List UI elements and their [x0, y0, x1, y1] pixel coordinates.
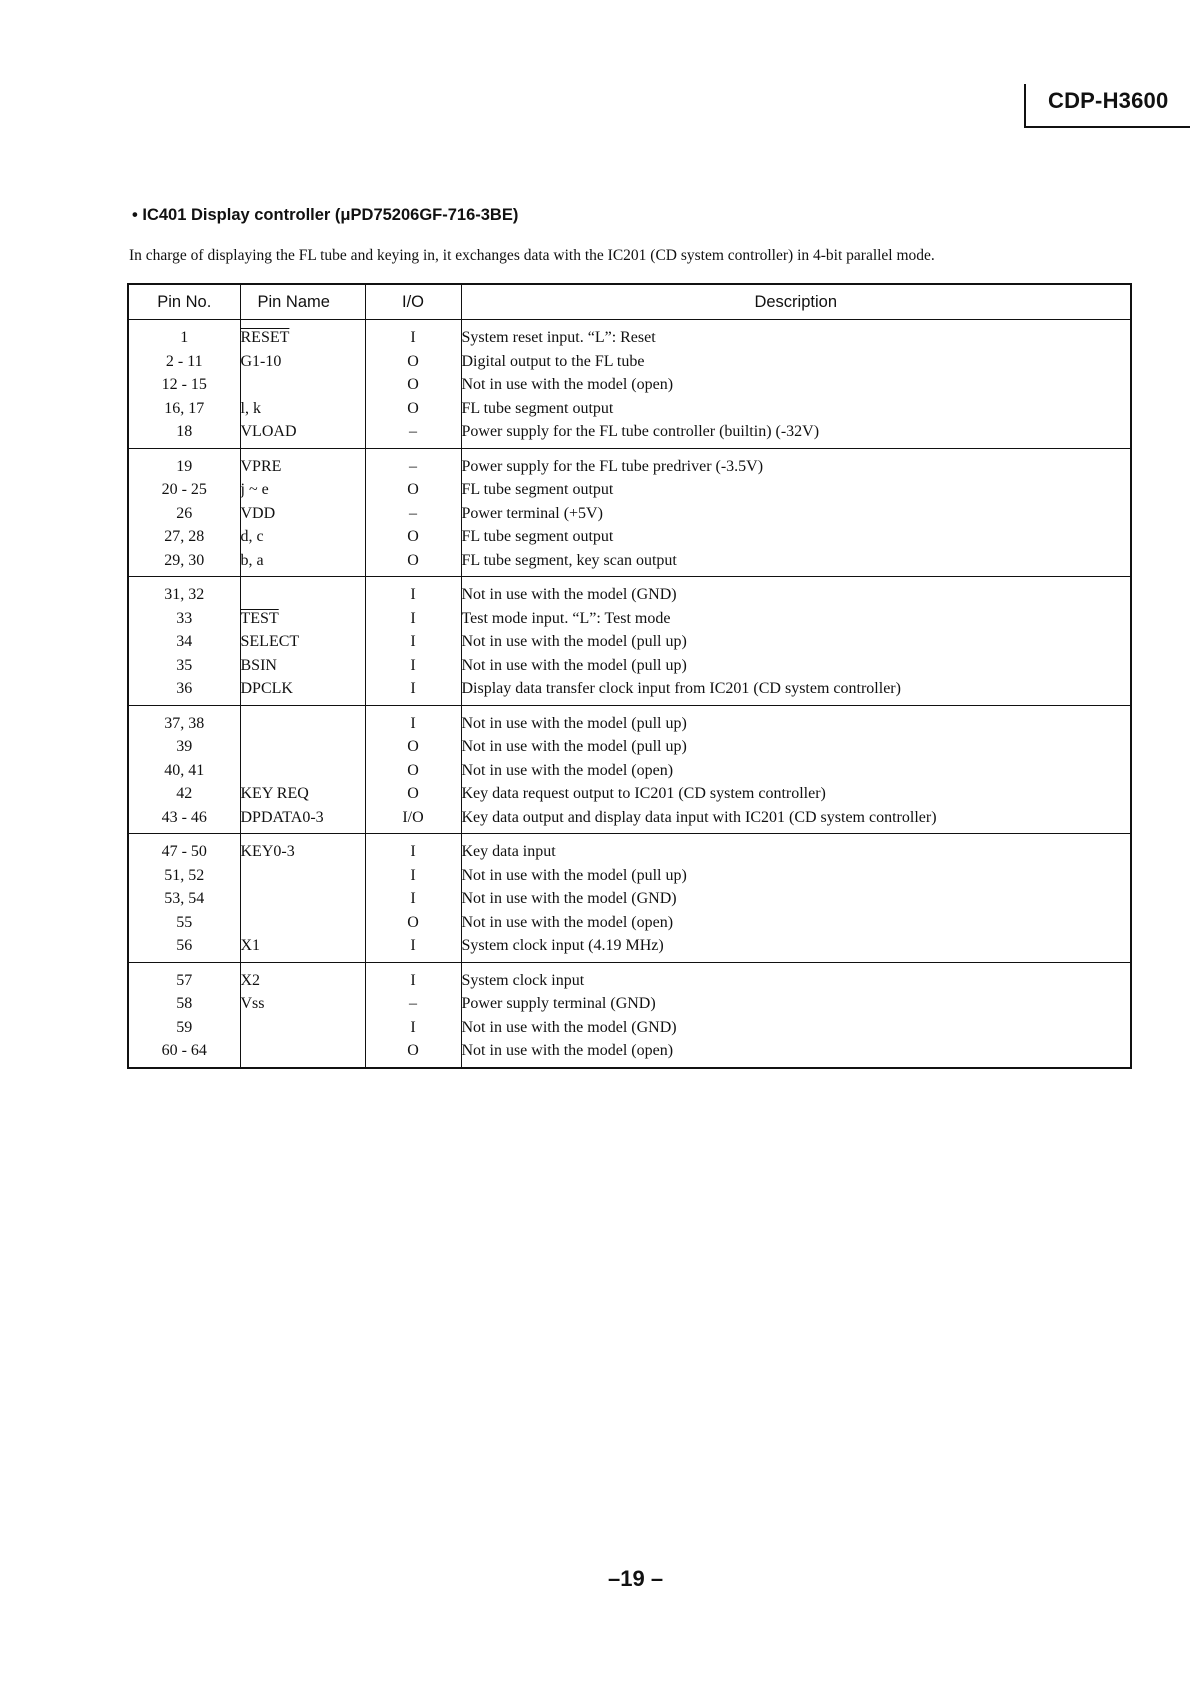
- pin-group: [128, 448, 1131, 577]
- pin-io: I: [410, 656, 416, 674]
- pin-name: G1-10: [240, 352, 282, 370]
- pin-name-cell: [240, 962, 365, 1068]
- pin-io: O: [407, 376, 419, 393]
- pin-io: I: [410, 843, 416, 860]
- page-number: –19 –: [608, 1566, 664, 1591]
- pin-io-cell: [365, 834, 461, 963]
- header-io: I/O: [365, 284, 461, 320]
- model-header: CDP-H3600: [1048, 88, 1169, 113]
- pin-number-cell: [128, 320, 240, 449]
- pin-table-header-row: [128, 284, 1131, 320]
- section-intro: In charge of displaying the FL tube and keying in, it exchanges data with the IC201 (CD system controller) in 4-bit parallel mode.: [129, 247, 935, 264]
- pin-io-cell: [365, 320, 461, 449]
- pin-description: Not in use with the model (GND): [461, 1018, 677, 1036]
- pin-io: I: [410, 890, 416, 907]
- pin-description-cell: [461, 834, 1131, 963]
- pin-name: VLOAD: [240, 423, 297, 440]
- pin-number: 20 - 25: [161, 481, 207, 498]
- pin-io: –: [409, 995, 417, 1012]
- pin-io: O: [407, 1042, 419, 1059]
- pin-description: Not in use with the model (open): [461, 376, 674, 393]
- pin-io: –: [409, 504, 417, 522]
- pin-name: [241, 911, 365, 935]
- pin-number: 34: [176, 633, 193, 650]
- pin-io: I: [410, 866, 416, 884]
- pin-name-cell: [240, 834, 365, 963]
- pin-description: Not in use with the model (GND): [461, 890, 677, 907]
- pin-description-cell: [461, 962, 1131, 1068]
- pin-description: Test mode input. “L”: Test mode: [461, 609, 671, 627]
- pin-io: O: [407, 352, 419, 370]
- pin-description-cell: [461, 705, 1131, 834]
- pin-description: Not in use with the model (pull up): [461, 866, 687, 884]
- pin-description: Power supply for the FL tube controller (builtin) (-32V): [461, 423, 820, 440]
- pin-name: KEY0-3: [240, 843, 295, 860]
- pin-name: [241, 887, 365, 911]
- pin-io: I/O: [402, 808, 424, 826]
- pin-name: d, c: [240, 528, 264, 545]
- pin-name: VPRE: [240, 457, 282, 475]
- pin-number: 33: [176, 609, 193, 627]
- pin-name: [241, 1039, 365, 1063]
- pin-number: 59: [176, 1018, 193, 1036]
- pin-name: DPDATA0-3: [240, 808, 324, 826]
- pin-number: 37, 38: [164, 714, 205, 732]
- pin-description: FL tube segment output: [461, 399, 614, 417]
- pin-name-cell: [240, 705, 365, 834]
- pin-name: X1: [240, 937, 261, 954]
- pin-description: Power supply for the FL tube predriver (-3.5V): [461, 457, 764, 475]
- header-pin-name: Pin Name: [240, 284, 365, 320]
- pin-name: DPCLK: [240, 680, 293, 697]
- pin-number: 31, 32: [164, 586, 205, 603]
- pin-io: O: [407, 761, 419, 779]
- pin-io: –: [409, 457, 417, 475]
- pin-number: 2 - 11: [165, 352, 203, 370]
- pin-number: 39: [176, 738, 193, 755]
- pin-number-cell: [128, 834, 240, 963]
- pin-description: Not in use with the model (GND): [461, 586, 677, 603]
- pin-description: Not in use with the model (pull up): [461, 714, 687, 732]
- pin-name: b, a: [240, 551, 264, 569]
- pin-name: SELECT: [240, 633, 300, 650]
- pin-io: I: [410, 714, 416, 732]
- pin-io-cell: [365, 705, 461, 834]
- pin-description: Not in use with the model (pull up): [461, 738, 687, 755]
- pin-description: Key data input: [461, 843, 556, 860]
- pin-number-cell: [128, 577, 240, 706]
- pin-name: [241, 735, 365, 759]
- pin-description: Not in use with the model (pull up): [461, 656, 687, 674]
- pin-table: [127, 283, 1132, 1069]
- pin-number: 26: [176, 504, 193, 522]
- pin-number: 51, 52: [164, 866, 205, 884]
- pin-description: Display data transfer clock input from IC201 (CD system controller): [461, 680, 901, 697]
- pin-description: System clock input (4.19 MHz): [461, 937, 664, 954]
- pin-number: 47 - 50: [161, 843, 207, 860]
- pin-name: BSIN: [240, 656, 277, 674]
- pin-name: j ~ e: [240, 481, 269, 498]
- pin-io: I: [410, 680, 416, 697]
- header-pin-no: Pin No.: [128, 284, 240, 320]
- pin-name: Vss: [240, 995, 265, 1012]
- pin-name-cell: [240, 448, 365, 577]
- pin-io: O: [407, 551, 419, 569]
- pin-io: I: [410, 609, 416, 627]
- pin-io: I: [410, 633, 416, 650]
- pin-description: Power supply terminal (GND): [461, 995, 656, 1012]
- pin-number: 19: [176, 457, 193, 475]
- pin-io: I: [410, 1018, 416, 1036]
- pin-group: [128, 834, 1131, 963]
- pin-number: 56: [176, 937, 193, 954]
- pin-number: 36: [176, 680, 193, 697]
- section-title: • IC401 Display controller (μPD75206GF-716-3BE): [132, 206, 519, 224]
- pin-number: 42: [176, 785, 193, 802]
- pin-description: Not in use with the model (pull up): [461, 633, 687, 650]
- pin-io: I: [410, 586, 416, 603]
- pin-io: O: [407, 913, 419, 931]
- pin-number: 55: [176, 913, 193, 931]
- pin-io: I: [410, 971, 416, 989]
- pin-number: 1: [180, 329, 189, 346]
- pin-description-cell: [461, 320, 1131, 449]
- pin-number: 60 - 64: [161, 1042, 207, 1059]
- pin-io: –: [409, 423, 417, 440]
- pin-number-cell: [128, 962, 240, 1068]
- pin-io: O: [407, 528, 419, 545]
- pin-number: 18: [176, 423, 193, 440]
- pin-name: [241, 864, 365, 888]
- pin-io: O: [407, 481, 419, 498]
- pin-name: [241, 1016, 365, 1040]
- pin-description: System reset input. “L”: Reset: [461, 329, 656, 346]
- pin-name-cell: [240, 577, 365, 706]
- pin-description: Power terminal (+5V): [461, 504, 603, 522]
- pin-io: O: [407, 785, 419, 802]
- pin-description: System clock input: [461, 971, 585, 989]
- pin-description: Key data output and display data input with IC201 (CD system controller): [461, 808, 937, 826]
- pin-name: [241, 583, 365, 607]
- pin-io-cell: [365, 577, 461, 706]
- pin-description: Key data request output to IC201 (CD system controller): [461, 785, 826, 802]
- pin-table-body: [128, 320, 1131, 1068]
- pin-description: Not in use with the model (open): [461, 1042, 674, 1059]
- pin-name: [241, 373, 365, 397]
- pin-group: [128, 705, 1131, 834]
- pin-description-cell: [461, 448, 1131, 577]
- pin-group: [128, 320, 1131, 449]
- pin-number-cell: [128, 448, 240, 577]
- pin-number: 12 - 15: [161, 376, 207, 393]
- pin-description: Digital output to the FL tube: [461, 352, 645, 370]
- pin-name: KEY REQ: [240, 785, 309, 802]
- pin-io: O: [407, 399, 419, 417]
- pin-name: [241, 712, 365, 736]
- pin-description: FL tube segment, key scan output: [461, 551, 677, 569]
- pin-io-cell: [365, 962, 461, 1068]
- pin-description: Not in use with the model (open): [461, 761, 674, 779]
- pin-number: 27, 28: [164, 528, 205, 545]
- pin-io-cell: [365, 448, 461, 577]
- pin-description: FL tube segment output: [461, 481, 614, 498]
- pin-group: [128, 962, 1131, 1068]
- pin-name: l, k: [240, 399, 261, 417]
- pin-number: 16, 17: [164, 399, 205, 417]
- header-description: Description: [461, 284, 1131, 320]
- pin-description: Not in use with the model (open): [461, 913, 674, 931]
- pin-number: 58: [176, 995, 193, 1012]
- pin-description-cell: [461, 577, 1131, 706]
- pin-name: X2: [240, 971, 261, 989]
- pin-name-cell: [240, 320, 365, 449]
- pin-number: 40, 41: [164, 761, 205, 779]
- pin-group: [128, 577, 1131, 706]
- pin-number-cell: [128, 705, 240, 834]
- pin-number: 29, 30: [164, 551, 205, 569]
- pin-number: 43 - 46: [161, 808, 207, 826]
- pin-io: I: [410, 937, 416, 954]
- pin-io: O: [407, 738, 419, 755]
- pin-description: FL tube segment output: [461, 528, 614, 545]
- pin-name: [241, 759, 365, 783]
- pin-number: 35: [176, 656, 193, 674]
- pin-name: TEST: [240, 609, 279, 627]
- pin-name: VDD: [240, 504, 276, 522]
- pin-io: I: [410, 329, 416, 346]
- pin-number: 53, 54: [164, 890, 205, 907]
- pin-number: 57: [176, 971, 193, 989]
- pin-name: RESET: [240, 329, 290, 346]
